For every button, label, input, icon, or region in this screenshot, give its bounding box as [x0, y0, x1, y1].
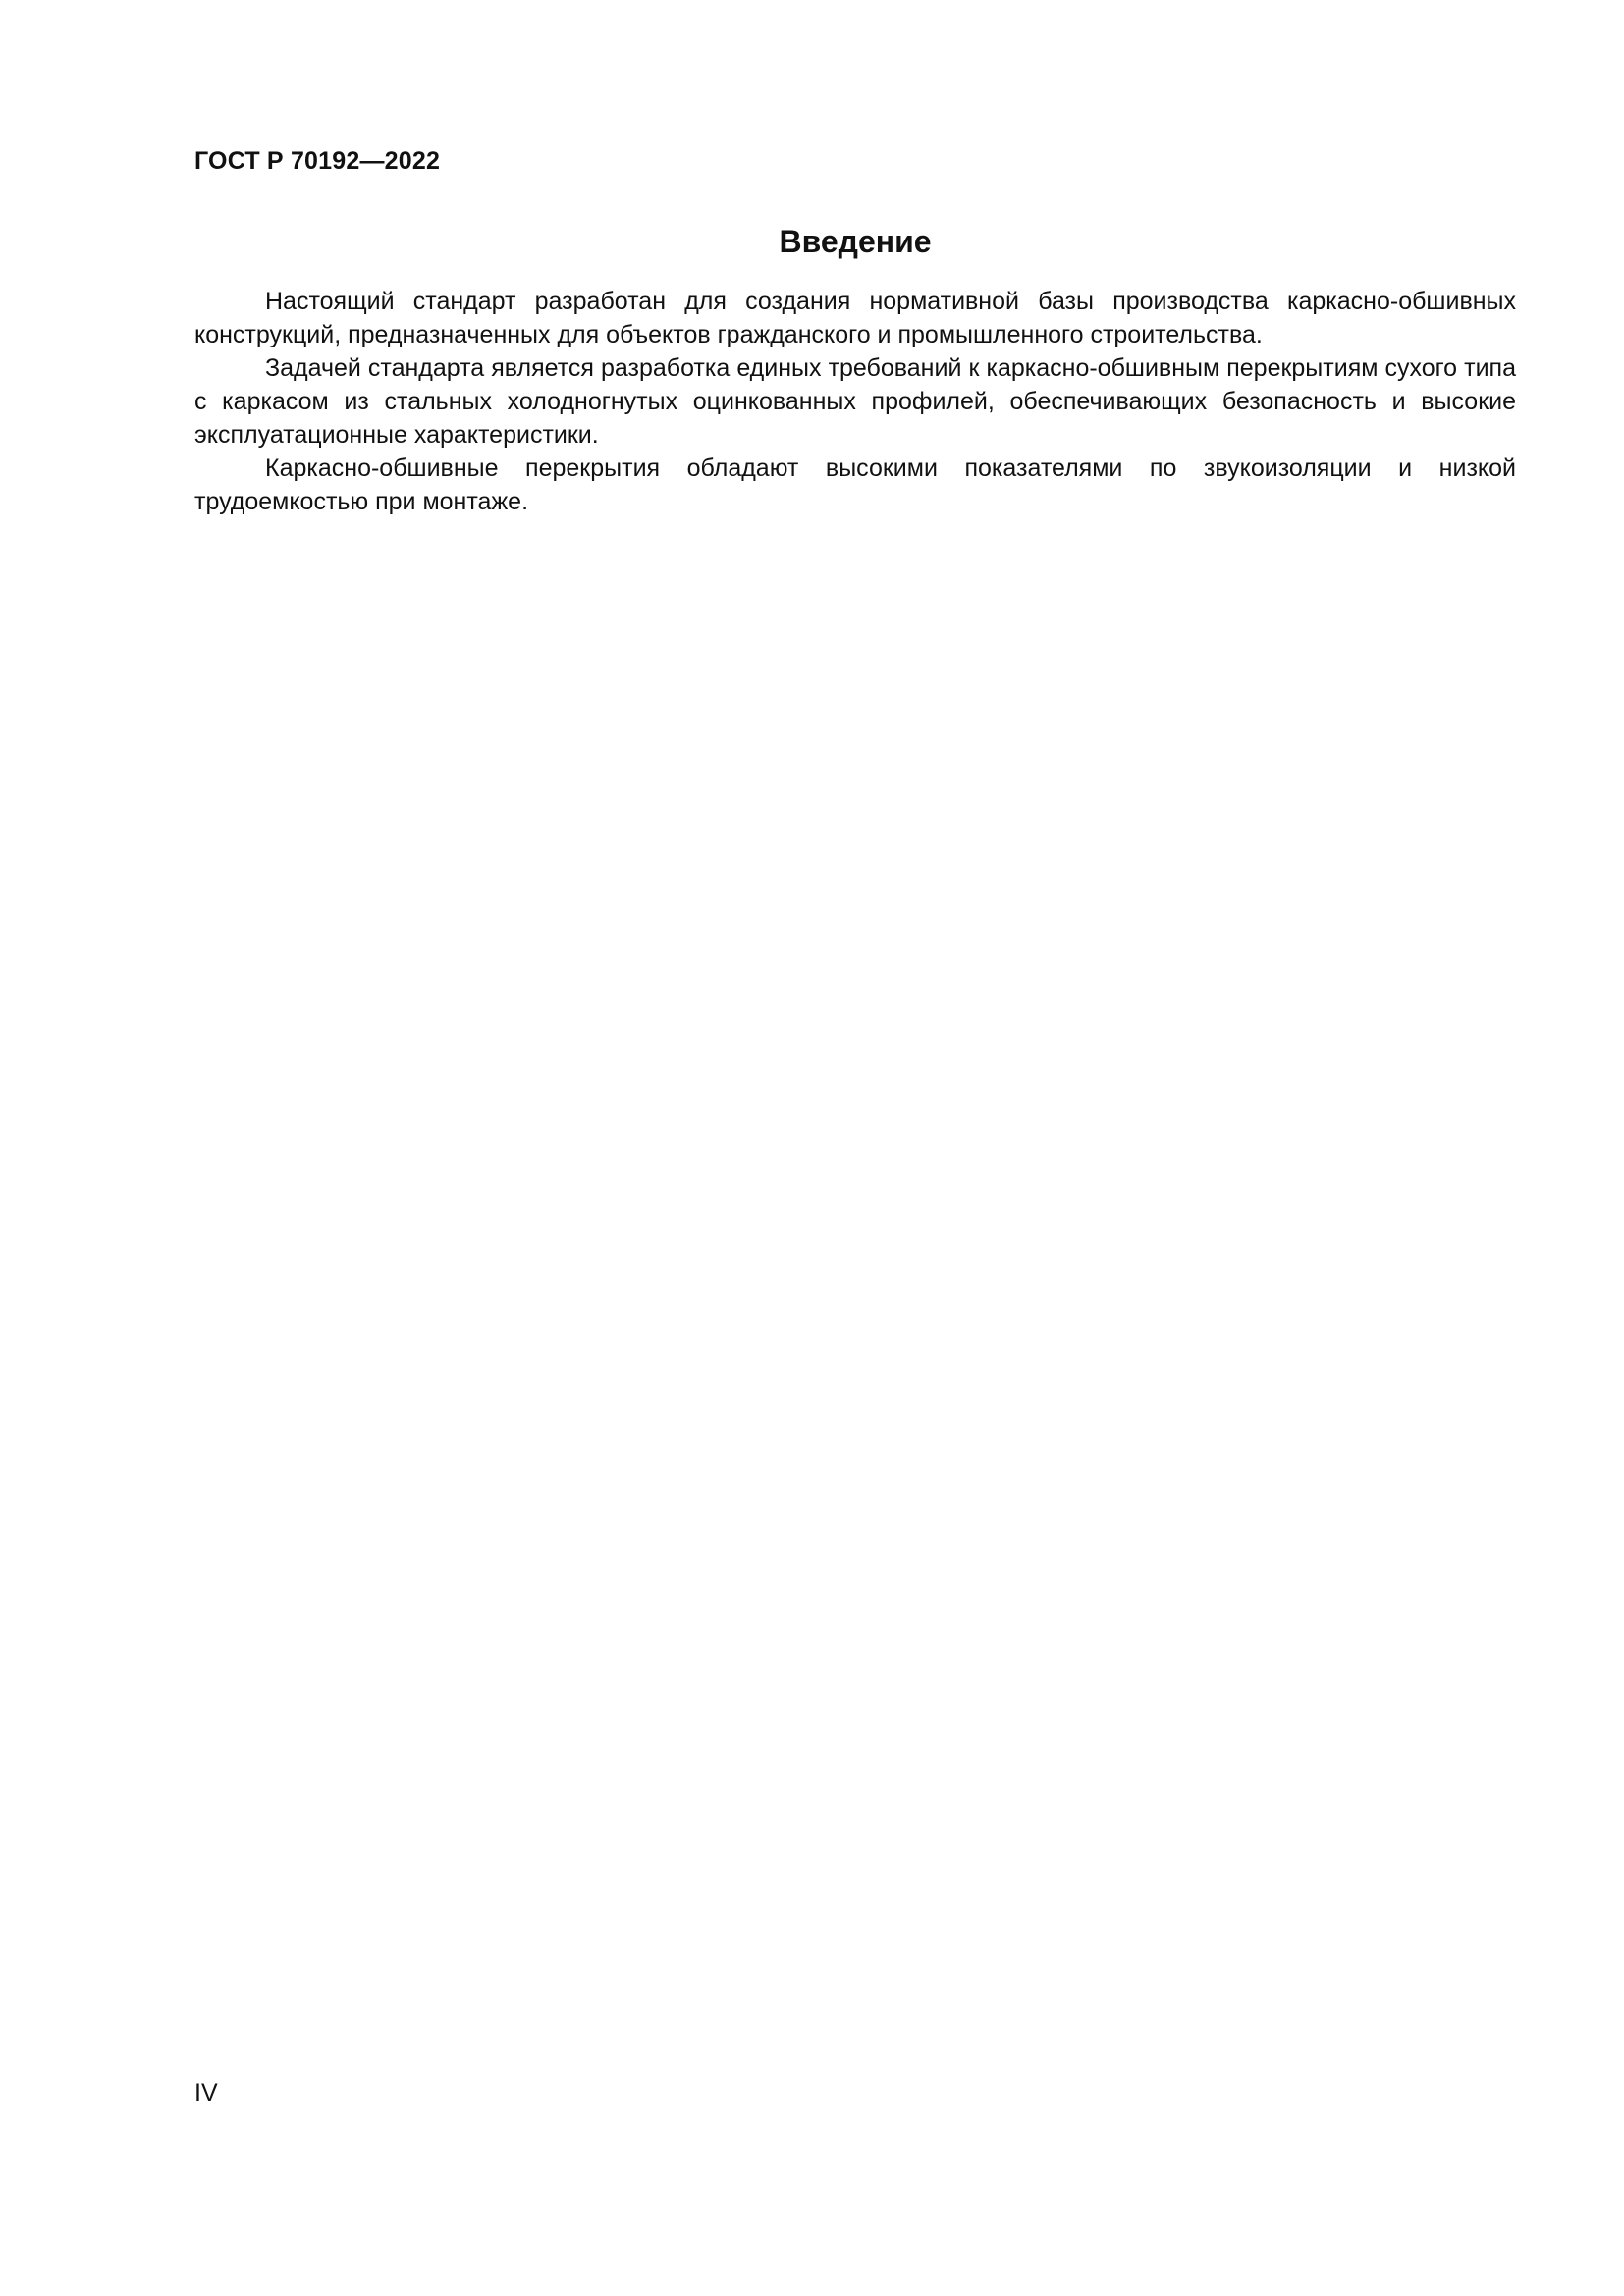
paragraph-2: Задачей стандарта является разработка единых требований к каркасно-обшивным перекрытиям сухого типа с каркасом из стальных холодногнутых оцинкованных профилей, обеспечивающих безопасность и высокие эксплуатационные характеристики. [194, 354, 1516, 449]
document-code: ГОСТ Р 70192—2022 [194, 147, 441, 175]
section-title: Введение [779, 224, 932, 259]
paragraph-1: Настоящий стандарт разработан для создания нормативной базы производства каркасно-обшивных конструкций, предназначенных для объектов гражданского и промышленного строительства. [194, 288, 1516, 348]
page-number: IV [194, 2079, 218, 2107]
paragraph-3: Каркасно-обшивные перекрытия обладают высокими показателями по звукоизоляции и низкой трудоемкостью при монтаже. [194, 454, 1516, 515]
body-text [194, 285, 1516, 518]
